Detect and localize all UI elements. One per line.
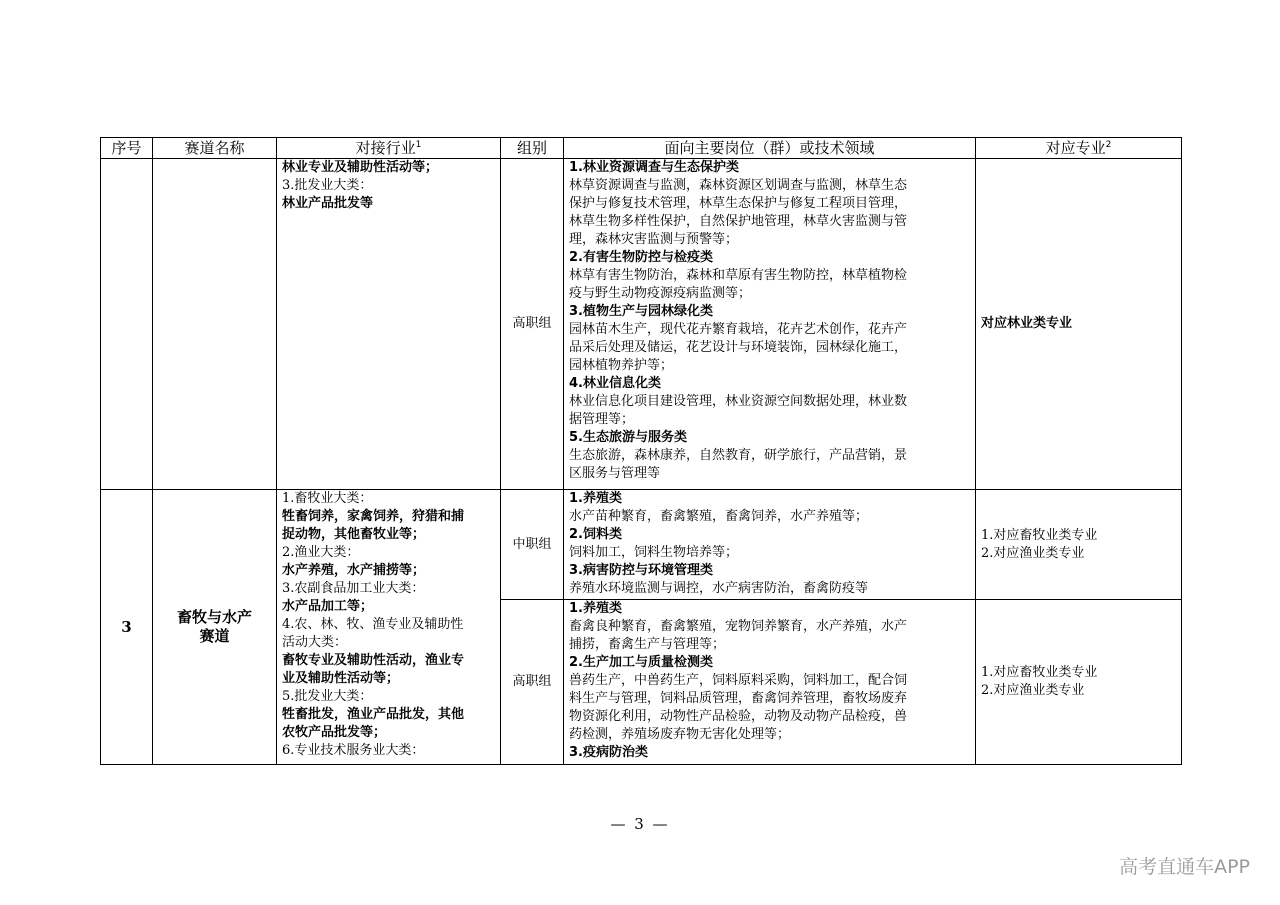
position-line: 园林植物养护等； (569, 358, 674, 373)
seq-cell (101, 159, 153, 490)
industry-line: 5.批发业大类： (282, 689, 373, 704)
major-line: 2.对应渔业类专业 (981, 545, 1085, 561)
position-line: 据管理等； (569, 412, 635, 427)
position-line: 养殖水环境监测与调控，水产病害防治，畜禽防疫等 (569, 581, 869, 596)
industry-line: 水产养殖，水产捕捞等； (282, 563, 426, 578)
position-line: 区服务与管理等 (569, 466, 661, 481)
table-row (101, 490, 1182, 600)
seq-cell: 3 (101, 490, 153, 765)
industry-line: 6.专业技术服务业大类： (282, 743, 425, 758)
group-cell: 中职组 (501, 490, 564, 600)
industry-line: 业及辅助性活动等； (282, 671, 400, 686)
industry-cell (277, 159, 501, 490)
position-line: 物资源化利用，动物性产品检验，动物及动物产品检疫，兽 (569, 709, 908, 724)
majors-cell (976, 490, 1182, 600)
track-name-line: 赛道 (199, 627, 230, 645)
major-line: 2.对应渔业类专业 (981, 683, 1085, 698)
position-category: 1.养殖类 (569, 491, 622, 506)
app-watermark: 高考直通车APP (1119, 856, 1250, 878)
majors-cell (976, 600, 1182, 765)
position-category: 1.养殖类 (569, 601, 622, 616)
header-group: 组别 (501, 138, 564, 159)
position-category: 5.生态旅游与服务类 (569, 430, 687, 445)
header-majors (976, 138, 1182, 159)
industry-line: 农牧产品批发等； (282, 725, 387, 740)
header-positions: 面向主要岗位（群）或技术领域 (564, 138, 976, 159)
position-line: 兽药生产，中兽药生产，饲料原料采购，饲料加工，配合饲 (569, 673, 908, 688)
position-line: 园林苗木生产，现代花卉繁育栽培，花卉艺术创作，花卉产 (569, 322, 908, 337)
page-number: — 3 — (610, 815, 670, 833)
industry-line: 1.畜牧业大类： (282, 491, 373, 506)
header-seq: 序号 (101, 138, 153, 159)
position-line: 林草资源调查与监测，森林资源区划调查与监测，林草生态 (569, 178, 908, 193)
table-header-row (101, 138, 1182, 159)
industry-line: 活动大类： (282, 635, 348, 650)
header-industry-footnote: 1 (415, 139, 422, 150)
industry-line: 3.批发业大类： (282, 178, 373, 193)
position-line: 料生产与管理，饲料品质管理，畜禽饲养管理，畜牧场废弃 (569, 691, 908, 706)
table-row (101, 159, 1182, 490)
position-category: 2.饲料类 (569, 527, 622, 542)
major-line: 1.对应畜牧业类专业 (981, 527, 1098, 543)
header-majors-label: 对应专业 (1045, 138, 1106, 157)
positions-cell (564, 159, 976, 490)
positions-cell (564, 490, 976, 600)
position-line: 生态旅游，森林康养，自然教育，研学旅行，产品营销，景 (569, 448, 908, 463)
industry-line: 水产品加工等； (282, 599, 374, 614)
track-cell (153, 490, 277, 765)
industry-line: 3.农副食品加工业大类： (282, 581, 425, 596)
header-industry-label: 对接行业 (355, 138, 416, 157)
competition-table (100, 137, 1182, 765)
position-line: 水产苗种繁育，畜禽繁殖，畜禽饲养，水产养殖等； (569, 509, 869, 524)
position-category: 3.病害防控与环境管理类 (569, 563, 713, 578)
track-name-line: 畜牧与水产 (176, 608, 252, 626)
positions-cell (564, 600, 976, 765)
position-category: 3.植物生产与园林绿化类 (569, 304, 713, 319)
position-category: 2.有害生物防控与检疫类 (569, 250, 713, 265)
industry-line: 牲畜批发，渔业产品批发，其他 (282, 707, 465, 722)
industry-line: 林业产品批发等 (282, 196, 374, 211)
position-line: 保护与修复技术管理，林草生态保护与修复工程项目管理， (569, 196, 908, 211)
group-cell: 高职组 (501, 600, 564, 765)
industry-line: 2.渔业大类： (282, 545, 360, 560)
major-line: 对应林业类专业 (981, 316, 1073, 331)
position-line: 林草有害生物防治，森林和草原有害生物防控，林草植物检 (569, 268, 908, 283)
position-line: 饲料加工，饲料生物培养等； (569, 545, 739, 560)
position-line: 理，森林灾害监测与预警等； (569, 232, 739, 247)
position-line: 畜禽良种繁育，畜禽繁殖，宠物饲养繁育，水产养殖，水产 (569, 619, 908, 634)
industry-line: 4.农、林、牧、渔专业及辅助性 (282, 617, 464, 632)
header-track: 赛道名称 (153, 138, 277, 159)
track-cell (153, 159, 277, 490)
position-line: 药检测，养殖场废弃物无害化处理等； (569, 727, 791, 742)
industry-line: 牲畜饲养，家禽饲养，狩猎和捕 (282, 509, 465, 524)
position-line: 林草生物多样性保护，自然保护地管理，林草火害监测与管 (569, 214, 908, 229)
position-line: 林业信息化项目建设管理，林业资源空间数据处理，林业数 (569, 394, 908, 409)
industry-cell (277, 490, 501, 765)
position-line: 品采后处理及储运，花艺设计与环境装饰，园林绿化施工， (569, 340, 908, 355)
position-category: 3.疫病防治类 (569, 745, 648, 760)
header-industry (277, 138, 501, 159)
position-category: 2.生产加工与质量检测类 (569, 655, 713, 670)
position-line: 捕捞，畜禽生产与管理等； (569, 637, 726, 652)
majors-cell (976, 159, 1182, 490)
industry-line: 捉动物，其他畜牧业等； (282, 527, 426, 542)
position-category: 1.林业资源调查与生态保护类 (569, 160, 739, 175)
industry-line: 林业专业及辅助性活动等； (282, 160, 439, 175)
industry-line: 畜牧专业及辅助性活动，渔业专 (282, 653, 465, 668)
position-line: 疫与野生动物疫源疫病监测等； (569, 286, 752, 301)
group-cell: 高职组 (501, 159, 564, 490)
position-category: 4.林业信息化类 (569, 376, 661, 391)
major-line: 1.对应畜牧业类专业 (981, 665, 1098, 680)
header-majors-footnote: 2 (1105, 139, 1112, 150)
